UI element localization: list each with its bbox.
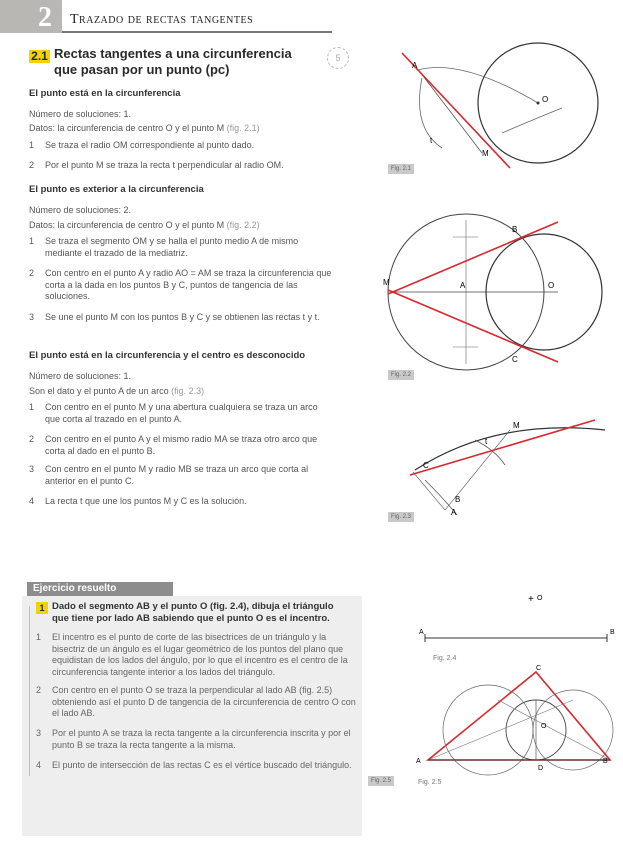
chapter-tab <box>0 0 62 33</box>
circle-reference-icon: 5 <box>327 47 349 69</box>
label-C: C <box>512 355 518 364</box>
figure-2-4-label: Fig. 2.4 <box>433 655 457 662</box>
label-O: O <box>537 595 543 602</box>
figure-2-3-label: Fig. 2.3 <box>388 512 414 522</box>
tangent-line-upper <box>388 222 558 294</box>
figure-2-1 <box>382 38 612 173</box>
given-arc <box>415 428 605 470</box>
case3-step: 2 Con centro en el punto A y el mismo radio MA se traza otro arco que corta al dado en el punto B. <box>29 434 318 456</box>
header-rule <box>62 31 332 33</box>
label-A: A <box>412 61 418 70</box>
label-B: B <box>512 225 518 234</box>
construction-circle <box>533 690 613 770</box>
label-A: A <box>416 758 421 765</box>
label-A: A <box>460 281 466 290</box>
case1-heading: El punto está en la circunferencia <box>29 88 181 99</box>
tangent-line <box>410 420 595 475</box>
case1-step: 2 Por el punto M se traza la recta t perpendicular al radio OM. <box>29 160 284 170</box>
chapter-title: Trazado de rectas tangentes <box>70 12 254 27</box>
case2-step: 2 Con centro en el punto A y radio AO = AM se traza la circunferencia que corta a la dada en los puntos B y C, puntos de tangencia de las soluciones. <box>29 268 332 301</box>
case2-given: Datos: la circunferencia de centro O y el punto M (fig. 2.2) <box>29 220 260 230</box>
label-M: M <box>383 278 390 287</box>
exercise-step: 4 El punto de intersección de las rectas C es el vértice buscado del triángulo. <box>36 760 352 770</box>
exercise-side-rule <box>29 606 30 776</box>
case3-solutions: Número de soluciones: 1. <box>29 371 132 381</box>
tangent-line <box>402 53 510 168</box>
case3-step: 3 Con centro en el punto M y radio MB se traza un arco que corta al anterior en el punto C. <box>29 464 309 486</box>
case3-given: Son el dato y el punto A de un arco (fig. 2.3) <box>29 386 205 396</box>
construction-line <box>428 700 573 760</box>
label-D: D <box>538 765 544 772</box>
label-O: O <box>542 95 549 104</box>
figure-2-5-label: Fig. 2.5 <box>418 779 442 786</box>
construction-circle <box>443 685 533 775</box>
plus-O: + <box>528 594 534 605</box>
figure-2-5 <box>398 660 618 790</box>
exercise-question: Dado el segmento AB y el punto O (fig. 2.4), dibuja el triángulo que tiene por lado AB sabiendo que el punto O es el incentro. <box>52 601 334 624</box>
label-B: B <box>603 758 608 765</box>
figure-2-1-label: Fig. 2.1 <box>388 164 414 174</box>
label-A: A <box>451 508 457 517</box>
label-A: A <box>419 629 424 636</box>
exercise-step: 2 Con centro en el punto O se traza la perpendicular al lado AB (fig. 2.5) obteniendo así el punto D de tangencia de la circunferencia de centro O con el lado AB. <box>36 685 356 718</box>
label-O: O <box>548 281 555 290</box>
label-O: O <box>541 723 547 730</box>
case3-heading: El punto está en la circunferencia y el centro es desconocido <box>29 350 306 361</box>
label-B: B <box>455 495 461 504</box>
figure-2-2-label: Fig. 2.2 <box>388 370 414 380</box>
exercise-number: 1 <box>36 602 48 614</box>
case2-heading: El punto es exterior a la circunferencia <box>29 184 204 195</box>
label-M: M <box>513 421 520 430</box>
case1-step: 1 Se traza el radio OM correspondiente al punto dado. <box>29 140 255 150</box>
case1-solutions: Número de soluciones: 1. <box>29 109 132 119</box>
exercise-header: Ejercicio resuelto <box>27 582 173 596</box>
label-C: C <box>423 461 429 470</box>
case2-solutions: Número de soluciones: 2. <box>29 205 132 215</box>
case2-step: 1 Se traza el segmento OM y se halla el punto medio A de mismo mediante el trazado de la mediatriz. <box>29 236 299 258</box>
center-point <box>537 102 540 105</box>
chapter-number: 2 <box>38 2 52 33</box>
exercise-step: 1 El incentro es el punto de corte de las bisectrices de un triángulo y la bisectriz de un ángulo es el lugar geométrico de los puntos del plano que equidistan de los lados del ángulo, por lo que el incentro es el centro de la circunferencia tangente interior a los lados del triángulo. <box>36 632 348 677</box>
label-t: t <box>430 136 433 145</box>
case1-given: Datos: la circunferencia de centro O y el punto M (fig. 2.1) <box>29 123 260 133</box>
section-title: Rectas tangentes a una circunferencia que pasan por un punto (pc) <box>54 46 292 77</box>
label-M: M <box>482 149 489 158</box>
triangle <box>428 672 610 760</box>
exercise-step: 3 Por el punto A se traza la recta tangente a la circunferencia inscrita y por el punto B se traza la recta tangente a la misma. <box>36 728 351 750</box>
figure-2-3 <box>385 410 610 520</box>
case2-step: 3 Se une el punto M con los puntos B y C y se obtienen las rectas t y t. <box>29 312 320 322</box>
label-t: t <box>485 437 488 446</box>
construction-arc <box>502 108 562 133</box>
label-B: B <box>610 629 615 636</box>
section-number-badge: 2.1 <box>29 50 50 63</box>
case3-step: 4 La recta t que une los puntos M y C es la solución. <box>29 496 247 506</box>
construction-line <box>413 472 445 510</box>
figure-2-4 <box>415 590 615 665</box>
construction-arc <box>475 440 505 465</box>
figure-2-2 <box>378 212 613 372</box>
label-C: C <box>536 665 542 672</box>
page-header <box>0 0 623 34</box>
tangent-line-lower <box>388 290 558 362</box>
figure-2-5-ref-label: Fig. 2.5 <box>368 776 394 786</box>
case3-step: 1 Con centro en el punto M y una abertura cualquiera se traza un arco que corta al trazado en el punto A. <box>29 402 318 424</box>
